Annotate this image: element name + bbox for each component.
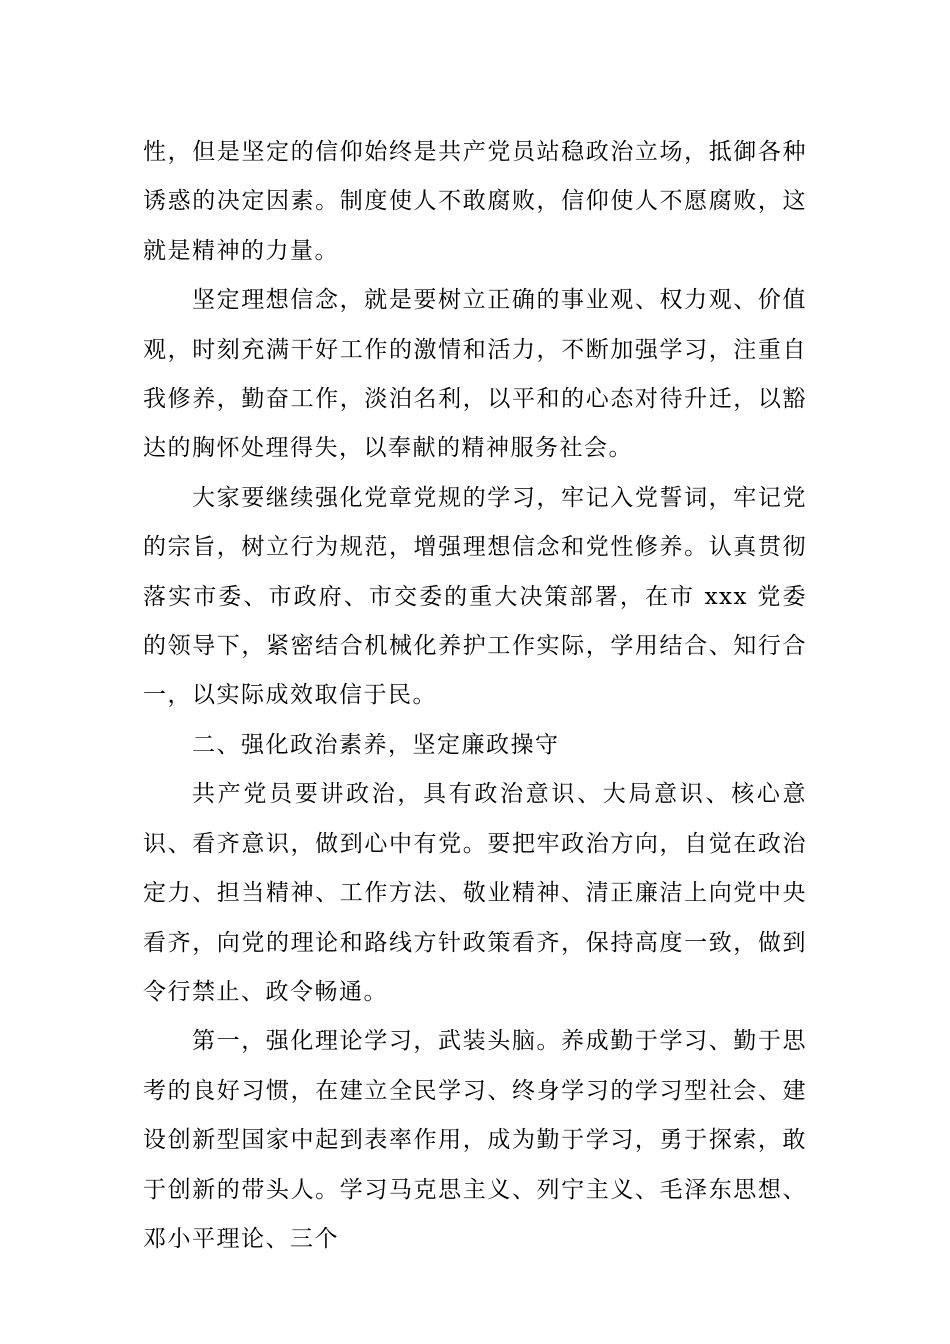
paragraph-continuation: 性，但是坚定的信仰始终是共产党员站稳政治立场，抵御各种诱惑的决定因素。制度使人不敢腐败，信仰使人不愿腐败，这就是精神的力量。 bbox=[143, 139, 807, 264]
section-heading-political-literacy: 二、强化政治素养，坚定廉政操守 bbox=[192, 731, 560, 758]
paragraph-theory-study: 第一，强化理论学习，武装头脑。养成勤于学习、勤于思考的良好习惯，在建立全民学习、终身学习的学习型社会、建设创新型国家中起到表率作用，成为勤于学习，勇于探索，敢于创新的带头人。学习马克思主义、列宁主义、毛泽东思想、邓小平理论、三个 bbox=[143, 1028, 807, 1252]
paragraph-political-awareness: 共产党员要讲政治，具有政治意识、大局意识、核心意识、看齐意识，做到心中有党。要把牢政治方向，自觉在政治定力、担当精神、工作方法、敬业精神、清正廉洁上向党中央看齐，向党的理论和路线方针政策看齐，保持高度一致，做到令行禁止、政令畅通。 bbox=[143, 781, 807, 1005]
paragraph-ideals-beliefs: 坚定理想信念，就是要树立正确的事业观、权力观、价值观，时刻充满干好工作的激情和活力，不断加强学习，注重自我修养，勤奋工作，淡泊名利，以平和的心态对待升迁，以豁达的胸怀处理得失，以奉献的精神服务社会。 bbox=[143, 287, 807, 462]
document-body bbox=[143, 128, 807, 1264]
paragraph-party-rules-study: 大家要继续强化党章党规的学习，牢记入党誓词，牢记党的宗旨，树立行为规范，增强理想信念和党性修养。认真贯彻落实市委、市政府、市交委的重大决策部署，在市 xxx 党委的领导下，紧密结合机械化养护工作实际，学用结合、知行合一，以实际成效取信于民。 bbox=[143, 484, 807, 709]
